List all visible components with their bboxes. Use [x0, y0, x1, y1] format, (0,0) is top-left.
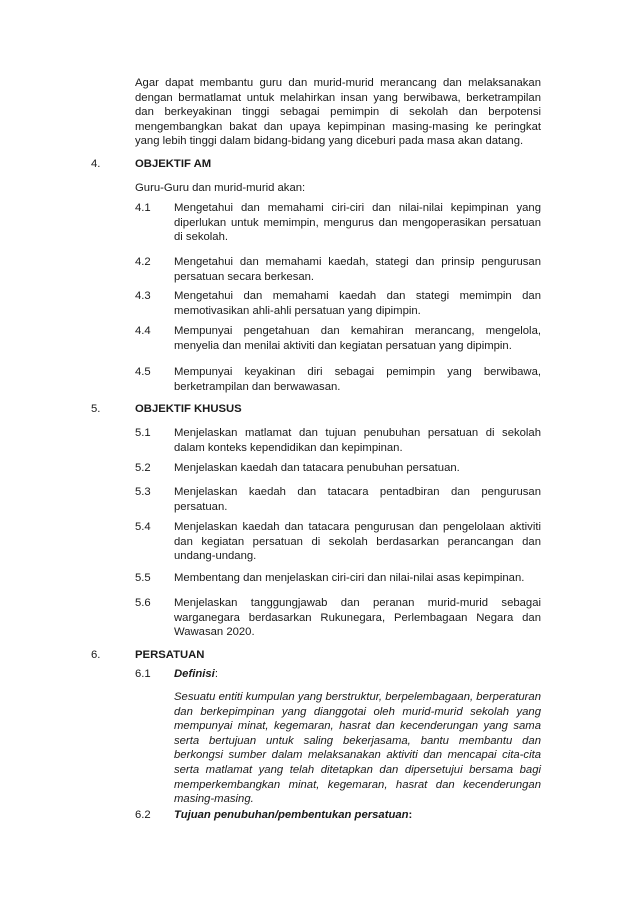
- intro-paragraph: Agar dapat membantu guru dan murid-murid merancang dan melaksanakan dengan bermatlamat untuk melahirkan insan yang berwibawa, berketrampilan dan berkeyakinan tinggi sebagai pemimpin di sekolah dan berpotensi mengembangkan bakat dan upaya kepimpinan masing-masing ke peringkat yang lebih tinggi dalam bidang-bidang yang diceburi pada masa akan datang.: [135, 77, 541, 148]
- item-number: 5.6: [135, 597, 151, 609]
- section-number: 4.: [91, 158, 101, 170]
- definition-text: Sesuatu entiti kumpulan yang berstruktur, berpelembagaan, berperaturan dan berkepimpinan yang dianggotai oleh murid-murid sekolah yang mempunyai minat, kegemaran, hasrat dan kecenderungan yang sama serta bertujuan untuk saling bekerjasama, bantu membantu dan berkongsi sumber dalam melaksanakan aktiviti dan mencapai cita-cita serta matlamat yang telah ditetapkan dan dipersetujui bersama bagi memperkembangkan minat, kegemaran, hasrat dan kecenderungan masing-masing.: [174, 691, 541, 806]
- item-text: Membentang dan menjelaskan ciri-ciri dan nilai-nilai asas kepimpinan.: [174, 572, 525, 584]
- item-text: Mengetahui dan memahami kaedah, stategi dan prinsip pengurusan persatuan secara berkesan.: [174, 256, 541, 283]
- item-number: 5.4: [135, 521, 151, 533]
- item-number: 4.4: [135, 325, 151, 337]
- item-text: Mempunyai keyakinan diri sebagai pemimpin yang berwibawa, berketrampilan dan berwawasan.: [174, 366, 541, 393]
- item-number: 4.3: [135, 290, 151, 302]
- section-title: PERSATUAN: [135, 649, 205, 661]
- item-number: 4.5: [135, 366, 151, 378]
- item-number: 5.5: [135, 572, 151, 584]
- item-heading: [174, 808, 541, 823]
- section-title: OBJEKTIF AM: [135, 158, 212, 170]
- item-number: 5.2: [135, 462, 151, 474]
- item-text: Menjelaskan matlamat dan tujuan penubuhan persatuan di sekolah dalam konteks kependidikan dan kepimpinan.: [174, 427, 541, 454]
- item-heading-text: Definisi: [174, 668, 215, 680]
- item-heading-suffix: :: [408, 809, 413, 821]
- item-text: Mengetahui dan memahami ciri-ciri dan nilai-nilai kepimpinan yang diperlukan untuk memimpin, mengurus dan mengoperasikan persatuan di sekolah.: [174, 202, 541, 244]
- section-number: 5.: [91, 403, 101, 415]
- item-number: 4.2: [135, 256, 151, 268]
- item-text: Menjelaskan kaedah dan tatacara pengurusan dan pengelolaan aktiviti dan kegiatan persatuan di sekolah berdasarkan perancangan dan undang-undang.: [174, 521, 541, 563]
- section-number: 6.: [91, 649, 101, 661]
- item-number: 6.1: [135, 668, 151, 680]
- item-text: Menjelaskan kaedah dan tatacara penubuhan persatuan.: [174, 462, 460, 474]
- item-number: 5.1: [135, 427, 151, 439]
- item-text: Menjelaskan tanggungjawab dan peranan murid-murid sebagai warganegara berdasarkan Rukunegara, Perlembagaan Negara dan Wawasan 2020.: [174, 597, 541, 639]
- item-number: 6.2: [135, 809, 151, 821]
- section-lead: Guru-Guru dan murid-murid akan:: [135, 182, 306, 194]
- section-title: OBJEKTIF KHUSUS: [135, 403, 242, 415]
- item-heading-text: Tujuan penubuhan/pembentukan persatuan: [174, 809, 409, 821]
- item-text: Mempunyai pengetahuan dan kemahiran merancang, mengelola, menyelia dan menilai aktiviti dan kegiatan persatuan yang dipimpin.: [174, 325, 541, 352]
- item-heading-suffix: :: [214, 668, 218, 680]
- item-text: Menjelaskan kaedah dan tatacara pentadbiran dan pengurusan persatuan.: [174, 486, 541, 513]
- item-number: 5.3: [135, 486, 151, 498]
- item-number: 4.1: [135, 202, 151, 214]
- item-text: Mengetahui dan memahami kaedah dan stategi memimpin dan memotivasikan ahli-ahli persatuan yang dipimpin.: [174, 290, 541, 317]
- item-heading: [174, 667, 541, 682]
